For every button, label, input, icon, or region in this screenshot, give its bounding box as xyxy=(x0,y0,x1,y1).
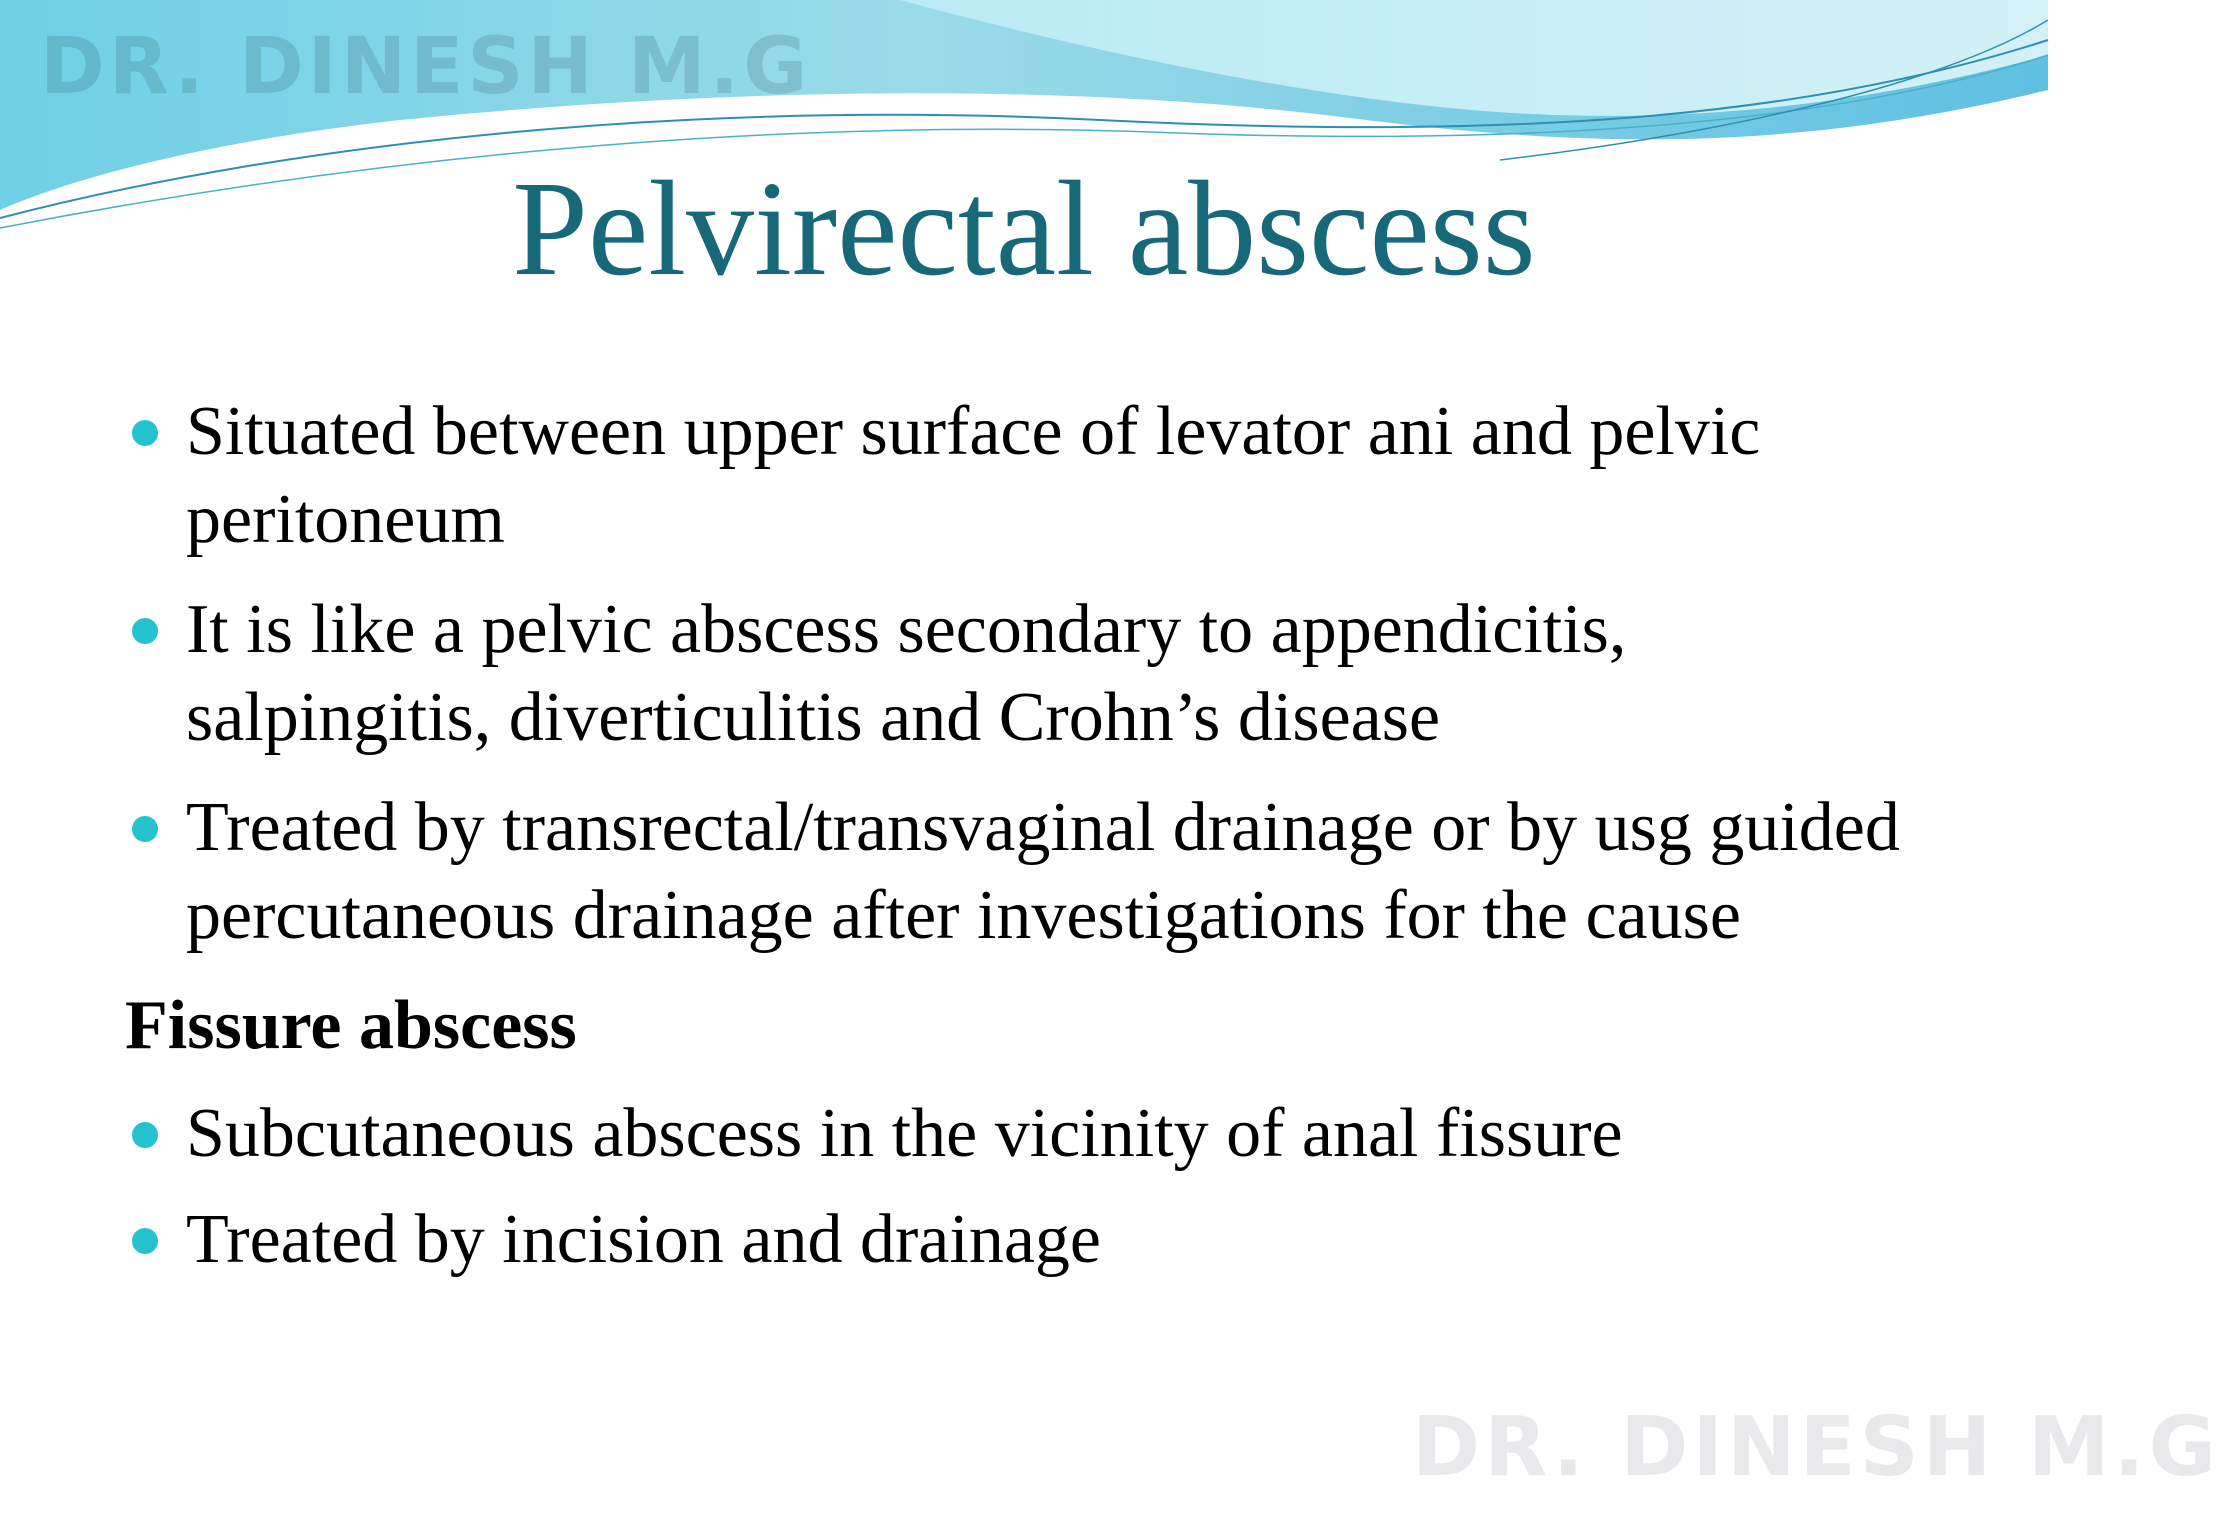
bullet-dot-icon xyxy=(132,1228,158,1254)
watermark-bottom: DR. DINESH M.G xyxy=(1412,1400,2220,1495)
list-item-text: Treated by incision and drainage xyxy=(186,1201,1101,1278)
list-item xyxy=(125,784,1925,960)
section-heading: Fissure abscess xyxy=(125,987,577,1064)
slide-title: Pelvirectal abscess xyxy=(512,154,1536,304)
slide-content xyxy=(125,388,1925,1302)
watermark-top: DR. DINESH M.G xyxy=(40,22,812,112)
list-item-text: Situated between upper surface of levator ani and pelvic peritoneum xyxy=(186,393,1761,558)
bullet-dot-icon xyxy=(132,618,158,644)
list-item xyxy=(125,1196,1925,1284)
list-item-text: It is like a pelvic abscess secondary to appendicitis, salpingitis, diverticulitis and Crohn’s disease xyxy=(186,591,1627,756)
bullet-dot-icon xyxy=(132,420,158,446)
list-item-text: Treated by transrectal/transvaginal drainage or by usg guided percutaneous drainage after investigations for the cause xyxy=(186,789,1900,954)
bullet-dot-icon xyxy=(132,1122,158,1148)
list-item xyxy=(125,388,1925,564)
list-item xyxy=(125,586,1925,762)
list-item xyxy=(125,1090,1925,1178)
bullet-dot-icon xyxy=(132,816,158,842)
list-item-text: Subcutaneous abscess in the vicinity of anal fissure xyxy=(186,1095,1623,1172)
